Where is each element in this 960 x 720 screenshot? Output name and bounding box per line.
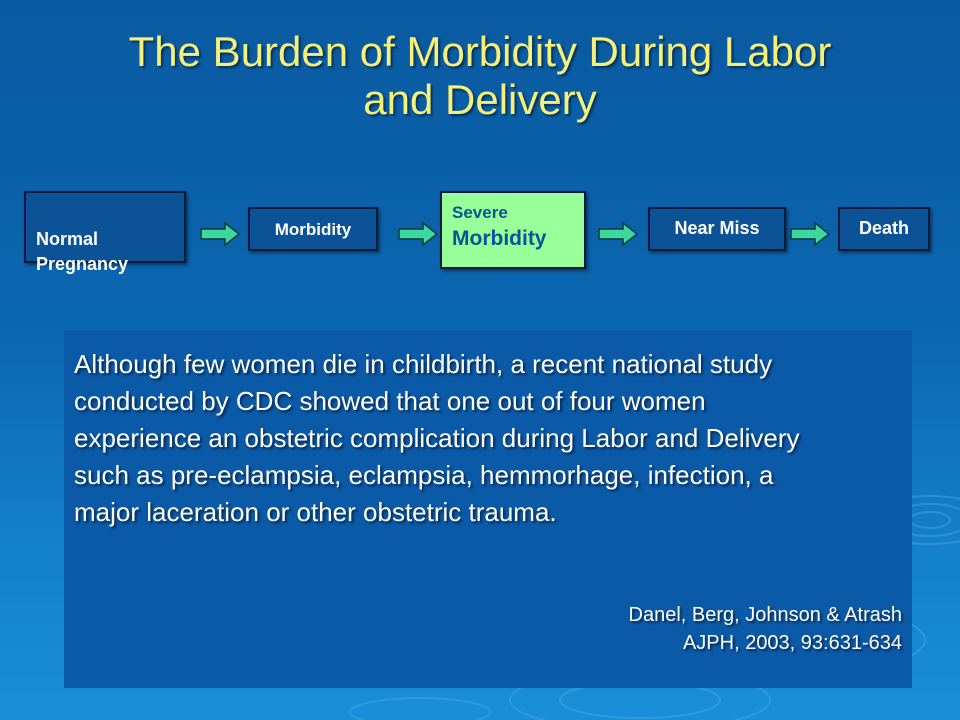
normal-pregnancy-box [24, 191, 186, 274]
near-miss-box [648, 207, 786, 251]
flow-arrow-icon [598, 222, 638, 246]
death-label: Death [858, 218, 909, 238]
severe-morbidity-label: Morbidity [452, 227, 547, 250]
flow-arrow-icon [398, 222, 438, 246]
severe-morbidity-box [440, 191, 586, 269]
flow-arrow-icon [200, 222, 240, 246]
severe-label: Severe [452, 203, 508, 222]
citation [629, 601, 903, 657]
citation-authors: Danel, Berg, Johnson & Atrash [628, 604, 902, 626]
death-box [838, 207, 930, 251]
slide-title: The Burden of Morbidity During Labor and Delivery [128, 28, 832, 123]
normal-pregnancy-label: Normal Pregnancy [36, 229, 129, 274]
morbidity-label: Morbidity [274, 220, 352, 239]
near-miss-label: Near Miss [674, 218, 760, 238]
morbidity-box [248, 207, 378, 251]
flow-arrow-icon [790, 222, 830, 246]
body-paragraph: Although few women die in childbirth, a recent national study conducted by CDC showed that one out of four women experience an obstetric complication during Labor and Delivery such as pre-eclampsia, eclampsia, hemmorhage, infection, a major laceration or other obstetric trauma. [74, 349, 800, 527]
citation-journal: AJPH, 2003, 93:631-634 [682, 632, 902, 654]
